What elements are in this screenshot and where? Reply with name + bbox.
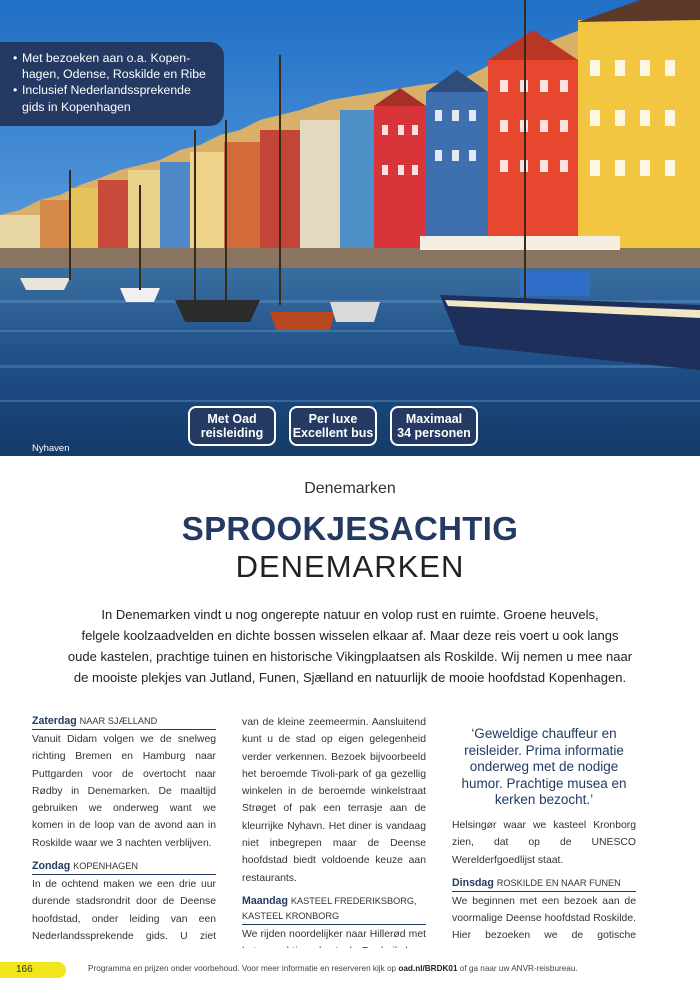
testimonial-quote: ‘Geweldige chauffeur en reisleider. Prima informatie onderweg met de nodige humor. Prachtige musea en kerken bezocht.’ xyxy=(461,726,627,808)
intro-paragraph: In Denemarken vindt u nog ongerepte natuur en volop rust en ruimte. Groene heuvels, felgele koolzaadvelden en dichte bossen wisselen elkaar af. Maar deze reis voert u ook langs oude kastelen, prachtige tuinen en historische Vikingplaatsen als Roskilde. Wij nemen u mee naar de mooiste plekjes van Jutland, Funen, Sjælland en natuurlijk de mooie hoofdstad Kopenhagen. xyxy=(67,607,633,685)
day-text: We rijden noordelijker naar Hillerød met xyxy=(242,928,426,940)
day-heading: Dinsdag ROSKILDE EN NAAR FUNEN xyxy=(452,876,636,892)
country-label: Denemarken xyxy=(304,480,396,497)
badge-oad-reisleiding: Met Oad reisleiding xyxy=(188,406,276,446)
page-number: 166 xyxy=(0,962,66,978)
highlight-item-continued: hagen, Odense, Roskilde en Ribe xyxy=(22,67,206,82)
highlight-item-continued: gids in Kopenhagen xyxy=(22,99,131,114)
hero-photo xyxy=(0,0,700,456)
page-title: SPROOKJESACHTIG xyxy=(181,510,519,547)
day-text: van de kleine zeemeermin. Aansluitend kunt u de stad op eigen gelegenheid verder verkennen. Bezoek bijvoorbeeld het beroemde Tivoli-park of ga gezellig winkelen in de beroemde winkelstraat Strøget of pak een terrasje aan de kleurrijke Nyhavn. Het diner is vandaag niet inbegrepen maar de Deense hoofdstad biedt voldoende keuze aan restaurants. xyxy=(242,717,426,884)
day-text: We beginnen met een bezoek aan de voormalige Deense hoofdstad Roskilde. Hier bezoeken we de gotische xyxy=(452,895,636,942)
day-text: Vanuit Didam volgen we de snelweg richting Bremen en Hamburg naar Puttgarden voor de overtocht naar Rødby in Denemarken. De maaltijd gebruiken we onderweg want we komen in de loop van de avond aan in Roskilde waar we 3 nachten verblijven. xyxy=(32,734,216,849)
itinerary-column-2 xyxy=(242,714,426,948)
badge-excellent-bus: Per luxe Excellent bus xyxy=(289,406,377,446)
footer-note: Programma en prijzen onder voorbehoud. Voor meer informatie en reserveren kijk op oad.nl/BRDK01 of ga naar uw ANVR-reisbureau. xyxy=(88,964,578,973)
highlight-item: • Inclusief Nederlandssprekende xyxy=(22,82,216,98)
itinerary-column-3 xyxy=(452,714,636,948)
day-heading: Zondag KOPENHAGEN xyxy=(32,859,216,875)
highlights-box xyxy=(0,42,224,126)
day-text: In de ochtend maken we een drie uur durende stadsrondrit door de Deense hoofdstad, onder leiding van een Nederlandssprekende gids. U ziet xyxy=(32,879,216,942)
highlight-item: • Met bezoeken aan o.a. Kopen- xyxy=(22,50,216,66)
page-subtitle: DENEMARKEN xyxy=(235,549,465,584)
itinerary-column-1 xyxy=(32,714,216,948)
day-text: Helsingør waar we kasteel Kronborg zien, dat op de UNESCO Werelderfgoedlijst staat. xyxy=(452,819,636,866)
photo-caption: Nyhaven xyxy=(32,443,70,454)
badge-max-personen: Maximaal 34 personen xyxy=(390,406,478,446)
day-heading: Maandag KASTEEL FREDERIKSBORG, KASTEEL KRONBORG xyxy=(242,894,426,925)
booking-link[interactable]: oad.nl/BRDK01 xyxy=(398,964,458,973)
day-heading: Zaterdag NAAR SJÆLLAND xyxy=(32,714,216,730)
